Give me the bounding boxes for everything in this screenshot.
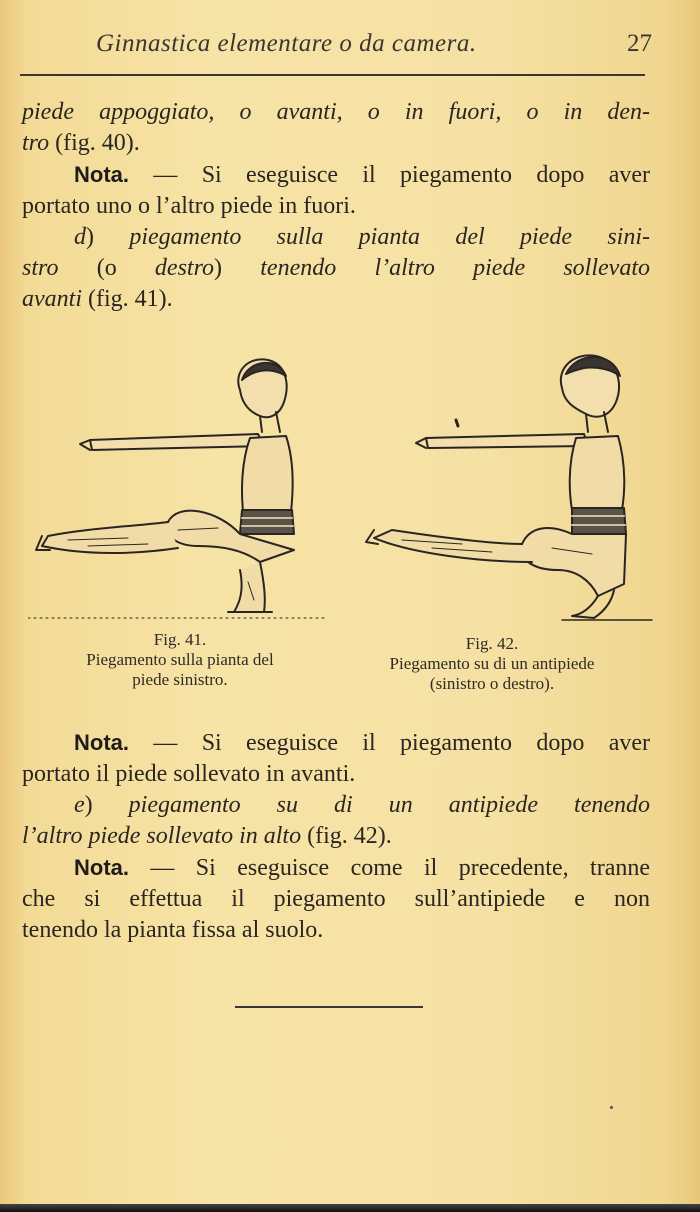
note-label: Nota.: [74, 730, 129, 755]
print-speck: [610, 1106, 613, 1109]
running-header: [60, 30, 652, 66]
squat-figure-41: [28, 350, 328, 620]
figure-42-label: Fig. 42.: [465, 634, 519, 653]
text-block-top: [22, 97, 650, 315]
figure-41-illustration: [28, 350, 328, 620]
squat-figure-42: [362, 348, 662, 628]
item-e-paragraph: e) piegamento su di un antipiede tenendo l’altro piede sollevato in alto (fig. 42).: [22, 792, 650, 849]
note-paragraph-2: Nota. — Si eseguisce il piegamento dopo aver portato il piede sollevato in avanti.: [22, 730, 650, 787]
note-paragraph-3: Nota. — Si eseguisce come il precedente, tranne che si effettua il piegamento sull’antipiede e non tenendo la pianta fissa al suolo.: [22, 855, 650, 943]
item-d-paragraph: d) piegamento sulla pianta del piede sini- stro (o destro) tenendo l’altro piede sollevato avanti (fig. 41).: [22, 224, 650, 312]
section-end-rule: [235, 1006, 423, 1008]
note-label: Nota.: [74, 855, 129, 880]
note-paragraph-1: Nota. — Si eseguisce il piegamento dopo aver portato uno o l’altro piede in fuori.: [22, 162, 650, 219]
figure-41-caption: Fig. 41. Piegamento sulla pianta del piede sinistro.: [30, 630, 330, 690]
text-block-bottom: [22, 727, 650, 946]
header-rule: [20, 74, 645, 76]
page-bottom-edge: [0, 1204, 700, 1212]
figure-42-caption: Fig. 42. Piegamento su di un antipiede (sinistro o destro).: [340, 634, 644, 694]
page-number: 27: [627, 30, 652, 57]
note-label: Nota.: [74, 162, 129, 187]
running-title: Ginnastica elementare o da camera.: [96, 30, 477, 57]
paragraph-continuation: piede appoggiato, o avanti, o in fuori, o in den- tro (fig. 40).: [22, 99, 650, 156]
figure-41-label: Fig. 41.: [153, 630, 207, 649]
figure-42-illustration: [362, 348, 662, 628]
